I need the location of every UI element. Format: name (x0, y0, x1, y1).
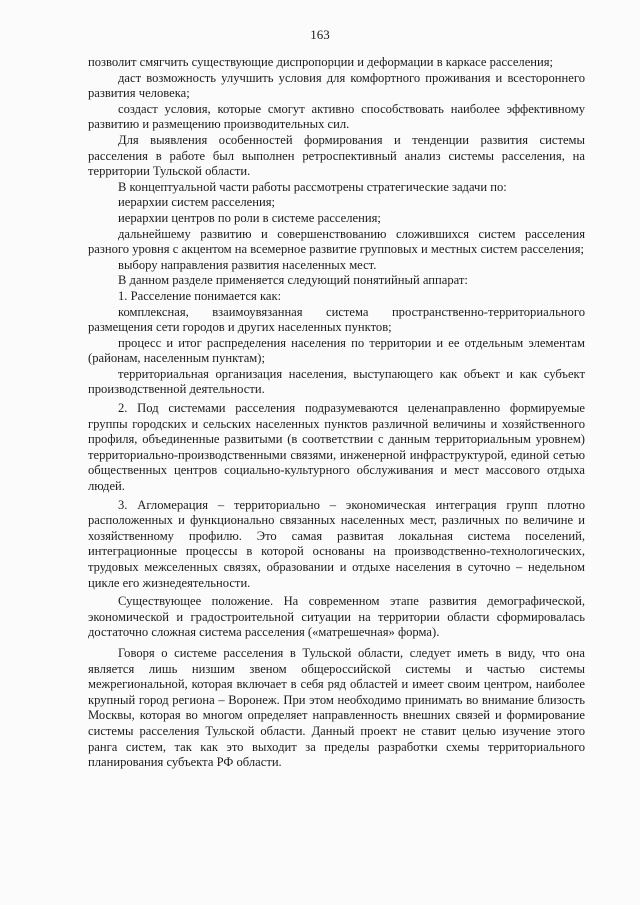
body-text (88, 55, 585, 771)
paragraph: выбору направления развития населенных мест. (118, 257, 377, 272)
paragraph: Говоря о системе расселения в Тульской области, следует иметь в виду, что она является лишь низшим звеном общероссийской системы и частью системы межрегиональной, которая включает в себя ряд областей и имеет своим центром, наиболее крупный город региона – Воронеж. При этом необходимо принимать во внимание близость Москвы, которая во многом определяет направленность внешних связей и формирование системы расселения Тульской области. Данный проект не ставит целью изучение этого ранга систем, так как это выходит за пределы разработки схемы территориального планирования субъекта РФ области. (88, 645, 585, 770)
paragraph: В данном разделе применяется следующий понятийный аппарат: (118, 273, 468, 288)
paragraph: В концептуальной части работы рассмотрены стратегические задачи по: (118, 179, 507, 194)
paragraph: Для выявления особенностей формирования и тенденции развития системы расселения в работе был выполнен ретроспективный анализ системы расселения, на территории Тульской области. (88, 132, 585, 179)
paragraph: иерархии систем расселения; (118, 195, 276, 210)
paragraph: иерархии центров по роли в системе расселения; (118, 210, 381, 225)
paragraph: Существующее положение. На современном этапе развития демографической, экономической и градостроительной ситуации на территории области сформировалась достаточно сложная система расселения («матрешечная» форма). (88, 594, 585, 640)
paragraph: даст возможность улучшить условия для комфортного проживания и всестороннего развития человека; (88, 70, 585, 101)
page-number: 163 (310, 27, 330, 42)
paragraph: территориальная организация населения, выступающего как объект и как субъект производственной деятельности. (88, 366, 585, 397)
paragraph: 2. Под системами расселения подразумеваются целенаправленно формируемые группы городских и сельских населенных пунктов различной величины и хозяйственного профиля, объединенные развитыми (в соответствии с данным территориальным уровнем) территориально-производственными связями, инженерной инфраструктурой, единой сетью общественных центров социально-культурного обслуживания и мест массового отдыха людей. (88, 401, 585, 494)
paragraph: 1. Расселение понимается как: (118, 288, 282, 303)
paragraph: 3. Агломерация – территориально – экономическая интеграция групп плотно расположенных и функционально связанных населенных мест, различных по величине и хозяйственному профилю. Это самая развитая локальная система поселений, интеграционные процессы в которой основаны на производственно-технологических, трудовых межселенных связях, образовании и отдыхе населения в суточно – недельном цикле его жизнедеятельности. (88, 497, 585, 590)
paragraph: позволит смягчить существующие диспропорции и деформации в каркасе расселения; (88, 55, 554, 69)
paragraph: комплексная, взаимоувязанная система пространственно-территориального размещения сети городов и других населенных пунктов; (88, 304, 585, 335)
paragraph: создаст условия, которые смогут активно способствовать наиболее эффективному развитию и размещению производительных сил. (88, 101, 585, 132)
paragraph: дальнейшему развитию и совершенствованию сложившихся систем расселения разного уровня с акцентом на всемерное развитие групповых и местных систем расселения; (88, 226, 585, 257)
paragraph: процесс и итог распределения населения по территории и ее отдельным элементам (районам, населенным пунктам); (88, 335, 585, 366)
